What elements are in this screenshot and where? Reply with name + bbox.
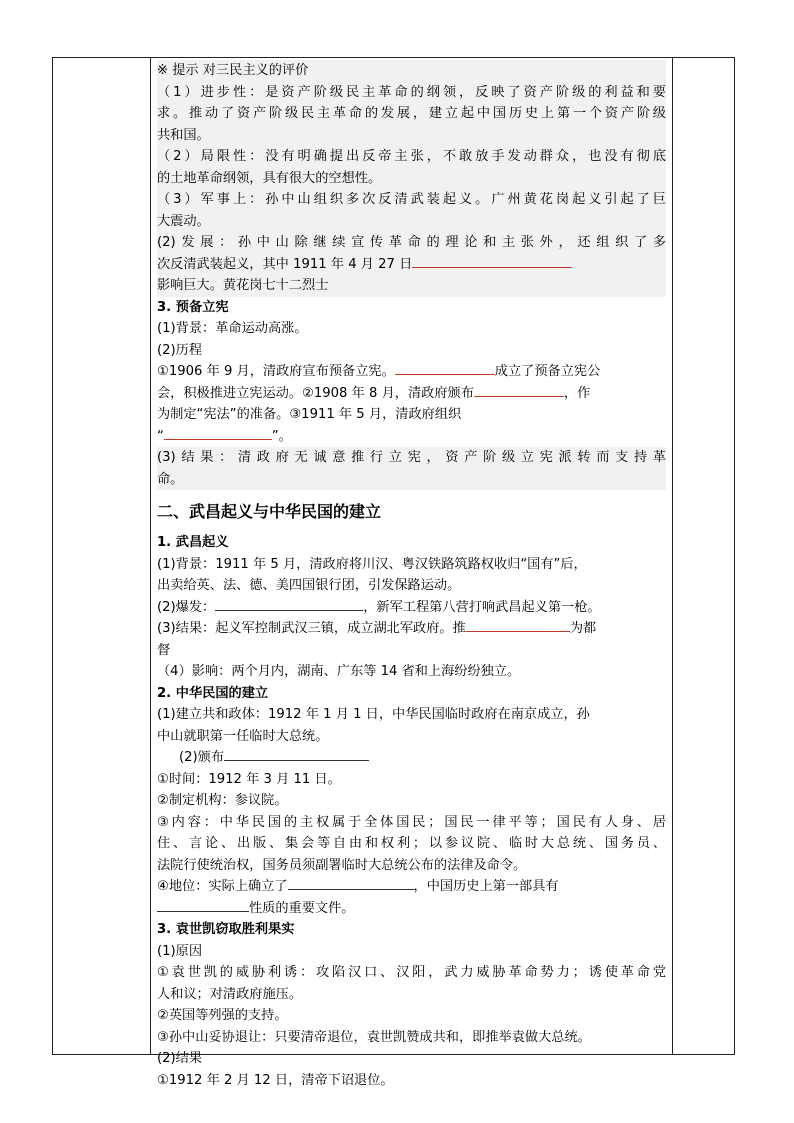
text-line: (1)背景：革命运动高涨。: [157, 321, 308, 336]
tip-line: （1）进步性：是资产阶级民主革命的纲领，反映了资产阶级的利益和要: [157, 82, 666, 104]
heading-roc-founding: 2. 中华民国的建立: [157, 685, 269, 701]
text-line: [157, 383, 666, 405]
tip-line: 求。推动了资产阶级民主革命的发展，建立起中国历史上第一个资产阶级: [157, 103, 666, 125]
text-line: 中山就职第一任临时大总统。: [157, 728, 329, 744]
text-line: [157, 426, 666, 448]
tip-line: 共和国。: [157, 125, 666, 147]
text-part: “: [157, 428, 164, 444]
text-part: 性质的重要文件。: [249, 900, 355, 916]
tip-line: 影响巨大。黄花岗七十二烈士: [157, 275, 666, 297]
text-line: 出卖给英、法、德、美四国银行团，引发保路运动。: [157, 578, 461, 593]
right-column-divider: [672, 58, 673, 1054]
text-line: ①袁世凯的威胁利诱：攻陷汉口、汉阳，武力威胁革命势力；诱使革命党: [157, 965, 666, 980]
tip-line: 的土地革命纲领，具有很大的空想性。: [157, 168, 666, 190]
text-line: (2)结果: [157, 1051, 203, 1066]
tip-line: （2）局限性：没有明确提出反帝主张，不敢放手发动群众，也没有彻底: [157, 146, 666, 168]
text-line: ②英国等列强的支持。: [157, 1008, 288, 1023]
fill-blank[interactable]: [224, 747, 369, 761]
text-line: 命。: [157, 469, 666, 491]
text-line: ③孙中山妥协退让：只要清帝退位，袁世凯赞成共和，即推举袁做大总统。: [157, 1029, 591, 1045]
fill-blank[interactable]: [395, 361, 495, 375]
text-line: 法院行使统治权，国务员须副署临时大总统公布的法律及命令。: [157, 857, 527, 873]
text-part: (2)爆发：: [157, 599, 216, 615]
text-line: [157, 361, 666, 383]
fill-blank[interactable]: [474, 383, 564, 397]
fill-blank[interactable]: [466, 618, 570, 632]
text-line: (3)结果：清政府无诚意推行立宪，资产阶级立宪派转而支持革: [157, 447, 666, 469]
text-part: 成立了预备立宪公: [494, 364, 601, 379]
tip-header: ※ 提示 对三民主义的评价: [157, 60, 666, 82]
text-part: ，作: [563, 385, 591, 401]
text-line: (1)原因: [157, 943, 203, 959]
text-part: ④地位：实际上确立了: [157, 879, 288, 894]
fill-blank[interactable]: [288, 876, 414, 890]
text-part: ”。: [271, 428, 292, 444]
text-line: (1)背景：1911 年 5 月，清政府将川汉、粤汉铁路筑路权收归“国有”后，: [157, 556, 587, 572]
text-part: ①1906 年 9 月，清政府宣布预备立宪。: [157, 364, 395, 379]
section-title: 二、武昌起义与中华民国的建立: [157, 502, 382, 521]
text-line: (1)建立共和政体：1912 年 1 月 1 日，中华民国临时政府在南京成立，孙: [157, 707, 590, 722]
left-column-divider: [150, 58, 151, 1054]
fill-blank[interactable]: [157, 898, 249, 912]
text-part: (2)颁布: [179, 750, 225, 765]
text-part: (3)结果：起义军控制武汉三镇，成立湖北军政府。推: [157, 621, 466, 636]
heading-wuchang: 1. 武昌起义: [157, 535, 229, 550]
text-line: （4）影响：两个月内，湖南、广东等 14 省和上海纷纷独立。: [157, 664, 521, 679]
text-line: [157, 597, 666, 619]
text-line: [157, 747, 666, 769]
text-line: 为制定“宪法”的准备。③1911 年 5 月，清政府组织: [157, 407, 462, 422]
text-line: 督: [157, 642, 171, 658]
fill-blank[interactable]: [215, 597, 363, 611]
text-part: ，中国历史上第一部具有: [413, 879, 559, 894]
tip-line: （3）军事上：孙中山组织多次反清武装起义。广州黄花岗起义引起了巨: [157, 189, 666, 211]
text-line: ②制定机构：参议院。: [157, 793, 288, 808]
fill-blank[interactable]: [412, 254, 572, 268]
text-line: (2)历程: [157, 342, 203, 358]
text-line: [157, 898, 666, 920]
tip-line-text: 次反清武装起义，其中 1911 年 4 月 27 日: [157, 256, 413, 272]
text-line: ③内容：中华民国的主权属于全体国民；国民一律平等；国民有人身、居: [157, 814, 666, 830]
text-part: ，新军工程第八营打响武昌起义第一枪。: [363, 599, 601, 615]
tip-line: 大震动。: [157, 211, 666, 233]
text-line: [157, 876, 666, 898]
content-cell: [157, 60, 666, 1091]
text-line: 住、言论、出版、集会等自由和权利；以参议院、临时大总统、国务员、: [157, 836, 666, 851]
text-part: 为都: [569, 621, 597, 636]
heading-yuan-shikai: 3. 袁世凯窃取胜利果实: [157, 922, 295, 937]
heading-prep-constitution: 3. 预备立宪: [157, 299, 229, 315]
text-line: [157, 618, 666, 640]
text-line: ①时间：1912 年 3 月 11 日。: [157, 771, 341, 787]
text-part: 会，积极推进立宪运动。②1908 年 8 月，清政府颁布: [157, 385, 474, 401]
text-line: 人和议；对清政府施压。: [157, 986, 303, 1002]
tip-line: (2)发展：孙中山除继续宣传革命的理论和主张外，还组织了多: [157, 232, 666, 254]
text-line: ①1912 年 2 月 12 日，清帝下诏退位。: [157, 1072, 394, 1088]
fill-blank[interactable]: [164, 426, 272, 440]
tip-line: [157, 254, 666, 276]
